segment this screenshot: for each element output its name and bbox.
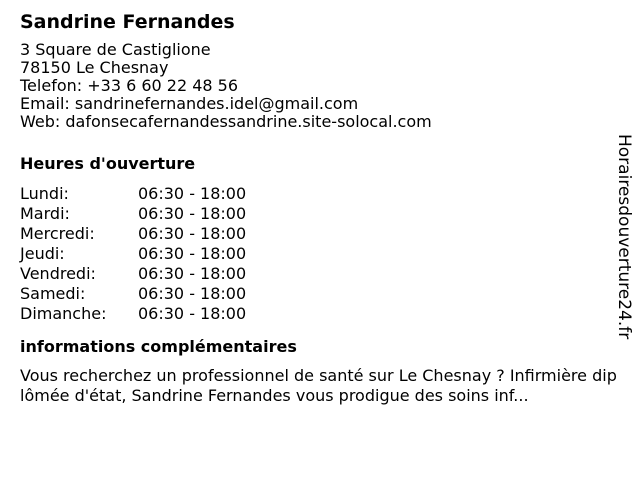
time-range: 06:30 - 18:00 bbox=[138, 204, 247, 223]
hours-row-saturday bbox=[20, 284, 610, 304]
time-range: 06:30 - 18:00 bbox=[138, 184, 247, 203]
site-watermark: Horairesdouverture24.fr bbox=[614, 134, 634, 340]
email-address: Email: sandrinefernandes.idel@gmail.com bbox=[20, 94, 359, 113]
time-range: 06:30 - 18:00 bbox=[138, 284, 247, 303]
day-label: Mardi: bbox=[20, 204, 70, 223]
hours-row-thursday bbox=[20, 244, 610, 264]
day-label: Jeudi: bbox=[20, 244, 65, 263]
contact-details bbox=[20, 41, 610, 131]
business-name: Sandrine Fernandes bbox=[20, 11, 235, 33]
hours-row-sunday bbox=[20, 304, 610, 324]
additional-info-heading: informations complémentaires bbox=[20, 337, 297, 356]
additional-info-text: Vous recherchez un professionnel de santé sur Le Chesnay ? Infirmière diplômée d'état, Sandrine Fernandes vous prodigue des soins inf... bbox=[20, 366, 617, 405]
street-address: 3 Square de Castiglione bbox=[20, 40, 211, 59]
business-card bbox=[20, 10, 617, 406]
hours-row-wednesday bbox=[20, 224, 610, 244]
day-label: Dimanche: bbox=[20, 304, 107, 323]
hours-row-monday bbox=[20, 184, 610, 204]
hours-row-friday bbox=[20, 264, 610, 284]
day-label: Lundi: bbox=[20, 184, 69, 203]
city-postcode: 78150 Le Chesnay bbox=[20, 58, 169, 77]
time-range: 06:30 - 18:00 bbox=[138, 304, 247, 323]
time-range: 06:30 - 18:00 bbox=[138, 244, 247, 263]
time-range: 06:30 - 18:00 bbox=[138, 264, 247, 283]
phone-number: Telefon: +33 6 60 22 48 56 bbox=[20, 76, 239, 95]
time-range: 06:30 - 18:00 bbox=[138, 224, 247, 243]
opening-hours-heading: Heures d'ouverture bbox=[20, 154, 196, 173]
opening-hours-table bbox=[20, 184, 610, 324]
day-label: Samedi: bbox=[20, 284, 86, 303]
day-label: Vendredi: bbox=[20, 264, 96, 283]
website: Web: dafonsecafernandessandrine.site-solocal.com bbox=[20, 112, 432, 131]
day-label: Mercredi: bbox=[20, 224, 95, 243]
hours-row-tuesday bbox=[20, 204, 610, 224]
